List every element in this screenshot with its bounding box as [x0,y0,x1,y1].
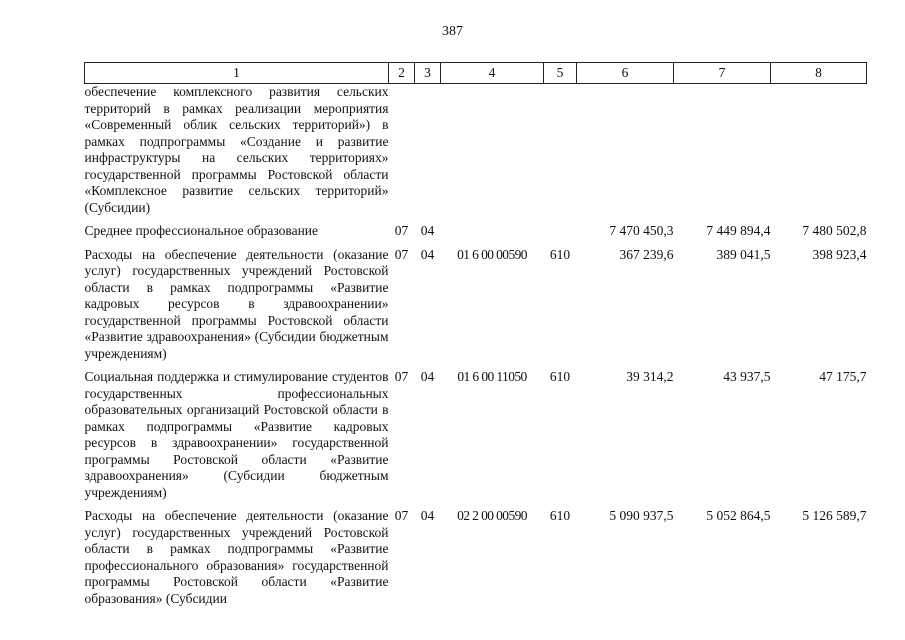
row-amount-year-3: 398 923,4 [812,246,867,262]
row-section-code: 07 [394,369,409,384]
column-header-5: 5 [544,63,577,84]
column-header-1: 1 [85,63,389,84]
row-subsection-code: 04 [420,223,435,238]
row-amount-year-2 [674,84,771,217]
table-row [85,84,867,217]
table-row [85,362,867,501]
row-section-code: 07 [394,223,409,238]
row-description: обеспечение комплексного развития сельских территорий в рамках реализации мероприятия «Современный облик сельских территорий») в рамках подпрограммы «Создание и развитие инфраструктуры на сельских территориях» государственной программы Ростовской области «Комплексное развитие сельских территорий» (Субсидии) [84,84,389,215]
row-amount-year-2: 389 041,5 [716,246,771,262]
row-amount-year-1 [577,84,674,217]
row-target-article: 01 6 00 11050 [457,369,527,384]
row-subsection-code: 04 [420,369,435,384]
row-target-article [441,216,544,240]
row-subsection-code: 04 [420,246,435,262]
table-row [85,240,867,363]
row-amount-year-3: 5 126 589,7 [802,508,867,523]
row-amount-year-3: 47 175,7 [819,369,867,384]
row-amount-year-1: 367 239,6 [619,246,674,262]
page-number: 387 [442,24,463,39]
row-section-code: 07 [394,508,409,523]
row-expense-type: 610 [549,369,571,384]
budget-table [84,62,867,607]
row-description: Социальная поддержка и стимулирование студентов государственных профессиональных образовательных организаций Ростовской области в рамках подпрограммы «Развитие кадровых ресурсов в здравоохранении» государственной программы Ростовской области «Развитие здравоохранения» (Субсидии бюджетным учреждениям) [84,369,389,500]
table-row [85,501,867,607]
row-amount-year-2: 7 449 894,4 [706,223,771,238]
column-header-8: 8 [771,63,867,84]
row-amount-year-1: 5 090 937,5 [609,508,674,523]
row-amount-year-3 [771,84,867,217]
row-expense-type: 610 [549,508,571,523]
row-expense-type [544,216,577,240]
table-header-row [85,63,867,84]
row-description: Расходы на обеспечение деятельности (оказание услуг) государственных учреждений Ростовской области в рамках подпрограммы «Развитие профессионального образования» государственной программы Ростовской области «Развитие образования» (Субсидии [84,508,389,606]
row-subsection-code [415,84,441,217]
row-section-code [389,84,415,217]
row-description: Среднее профессиональное образование [84,223,319,238]
row-subsection-code: 04 [420,508,435,523]
row-amount-year-1: 7 470 450,3 [609,223,674,238]
row-target-article: 01 6 00 00590 [457,246,527,262]
row-section-code: 07 [394,246,409,262]
column-header-7: 7 [674,63,771,84]
column-header-6: 6 [577,63,674,84]
row-target-article [441,84,544,217]
row-description: Расходы на обеспечение деятельности (оказание услуг) государственных учреждений Ростовской области в рамках подпрограммы «Развитие кадровых ресурсов в здравоохранении» государственной программы Ростовской области «Развитие здравоохранения» (Субсидии бюджетным учреждениям) [84,246,389,361]
row-amount-year-2: 5 052 864,5 [706,508,771,523]
table-row [85,216,867,240]
column-header-2: 2 [389,63,415,84]
row-expense-type: 610 [549,246,571,262]
row-amount-year-1: 39 314,2 [626,369,674,384]
row-target-article: 02 2 00 00590 [457,508,527,523]
row-amount-year-3: 7 480 502,8 [802,223,867,238]
column-header-3: 3 [415,63,441,84]
row-expense-type [544,84,577,217]
row-amount-year-2: 43 937,5 [723,369,771,384]
column-header-4: 4 [441,63,544,84]
